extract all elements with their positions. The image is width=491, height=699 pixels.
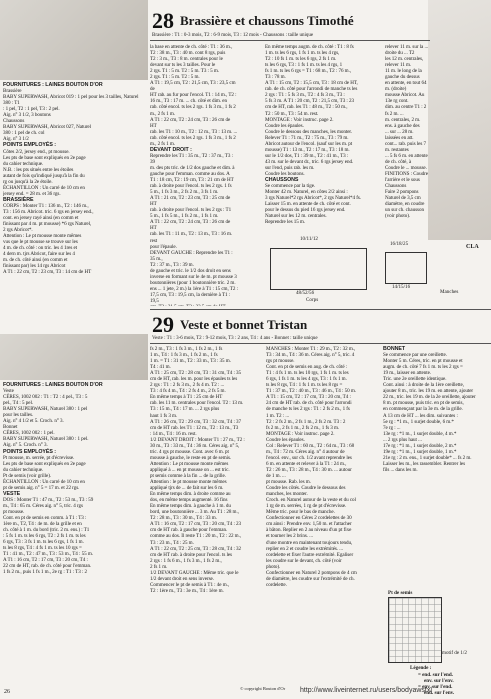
article-header-bottom bbox=[152, 312, 307, 338]
text-line: ajouter 8 m., tric. les 19 m. en attente, ajouter bbox=[383, 388, 474, 395]
text-line: A T1 : 22 cm, T2 : 24 cm, T3 : 26 cm de HT bbox=[150, 116, 231, 129]
text-line: les coudre sur le devant, ch. côté (voir bbox=[266, 557, 342, 564]
text-line: appliqué à ... en pt mousse on ... est tric. bbox=[150, 466, 230, 473]
text-line: ens ... 1 jete, 2 m.) la 1ère à T1 : 15 cm, T2 : bbox=[150, 285, 238, 292]
text-line: MONTAGE : Voir instruc. page 2. bbox=[266, 430, 335, 437]
text-line: relever 11 m. sur la ... droite du ... T2 bbox=[385, 44, 429, 57]
text-line: ts les 8 rgs, T4 : 1 fs 1 m. ts les 8 rgs = bbox=[266, 382, 343, 389]
text-line: Se commence par une oreillette. bbox=[383, 352, 447, 359]
text-line: pour le dessus du pied 16 rgs jersey end. bbox=[265, 207, 346, 214]
text-line: rab. à droite pour l'encol. ts les 2 rgs. 1 fs bbox=[150, 183, 232, 190]
chart-repeat-label: motif de 1/2 bbox=[442, 650, 467, 656]
text-line: 2 rgs : T1 : 5 fs 3 m., T2 : 4 fs 3 m., T3 : bbox=[265, 92, 345, 99]
text-line: replier en 2 et coudre les extrémités. ... bbox=[266, 545, 343, 552]
text-line: 2 rgs. T1 : 5 m. T2 : 5 m. T3 : 5 m. bbox=[150, 68, 220, 75]
legend-title: Légende : bbox=[410, 665, 432, 671]
text-line: rab. côté encol. ts les 2 rgs. 1 fs 3 m., 1 fs 2 bbox=[150, 104, 236, 111]
text-line: 2 rgs : T1 : 2 fs 3 m., 2 fs 4 m. T2 : ... bbox=[150, 382, 225, 389]
article-subtitle: Veste : T1 : 3-6 mois, T2 : 9-12 mois, T3 : 2 ans, T4 : 4 ans - Bonnet : taille unique bbox=[152, 336, 318, 341]
text-line: Attention : Le pt mousse monte mêmes bbox=[3, 233, 82, 240]
text-line: en attente, en tout 64 m. (droite) bbox=[385, 80, 427, 93]
text-line: A T1 : 21 cm, T2 : 23 cm, T3 : 25 cm de HT bbox=[150, 195, 231, 208]
text-line: de manche ts les 2 rgs : T1 : 2 fs 2 m., 1 fs bbox=[266, 406, 350, 413]
text-line: T2 : 1ère m., T3 : 3e m., T4 : 1ère m. bbox=[150, 587, 224, 594]
text-line: T2 : 50 m., T3 : 54 m. rest. bbox=[265, 110, 319, 117]
text-line: de gauche et tric. le 1/2 dos droit en sens bbox=[150, 267, 231, 274]
text-line: finissant par) les 14 rgs Abricot bbox=[3, 263, 66, 270]
text-line: Brassière bbox=[3, 88, 22, 95]
text-column bbox=[266, 346, 379, 682]
text-line: Relever T1 : 71 m., T2 : 75 m., T3 : 79 m. bbox=[265, 134, 349, 141]
text-line: comme au dos. Il reste T1 : 20 m., T2 : 22 m., bbox=[150, 533, 242, 540]
text-line: Coudre le dessous des manches, les monter. bbox=[265, 128, 353, 135]
text-line: (voir photo). bbox=[385, 213, 411, 220]
text-line: 22 m., tric. les 19 m. de la 2e oreillette, ajouter bbox=[383, 394, 476, 401]
text-line: mousse) T1 : 13 m., T2 : 17 m., T3 : 18 m. bbox=[265, 146, 350, 153]
text-line: 7e rg : ... bbox=[383, 424, 401, 431]
text-line: pour les tailles. bbox=[3, 412, 34, 419]
baby-photo-top bbox=[0, 0, 148, 80]
text-line: Reprendre les T1 : 35 m., T2 : 37 m., T3 : 39 bbox=[150, 152, 233, 165]
text-line: Coudre les épaules. bbox=[265, 122, 304, 129]
text-line: de diamètre, les coudre sur l'extrémité de ch. bbox=[266, 575, 355, 582]
text-line: Faire 2 pompons Naturel de 3,5 cm bbox=[385, 189, 421, 202]
text-line: T1 : 37 m., T2 : 40 m., T3 : 46 m., T4 : 50 m. bbox=[266, 388, 356, 395]
text-line: Confectionner en Naturel 2 pompons de 4 cm bbox=[266, 569, 357, 576]
text-line: A T1 : 19,5 cm, T2 : 21,5 cm, T3 : 23,5 cm de bbox=[150, 80, 236, 93]
text-line: Croch. en Naturel autour de la veste et du col bbox=[266, 497, 356, 504]
text-line: T3 : 34 m., T4 : 36 m. Céres aig. n° 5, tric. 4 bbox=[266, 352, 355, 359]
text-line: En même temps dim. à droite comme au bbox=[150, 491, 231, 498]
text-line: rab. les 11 m. centrales pour l'encol. T2 : 13 m. bbox=[150, 400, 244, 407]
text-line: A 13 cm de HT ... les dim. suivantes : bbox=[383, 412, 458, 419]
text-line: T2 : 10 fs 1 m. ts les 6 rgs, 2 fs 1 m. bbox=[265, 56, 337, 63]
text-line: cm de HT, rab. les m. pour les épaules ts les bbox=[150, 376, 238, 383]
text-line: FINITIONS : Coudre l'arrière et le sous bbox=[385, 170, 428, 184]
text-line: : 14 m., T4 : 16 m. rest. bbox=[150, 430, 197, 437]
text-line: 5 m., 1 fs 3 m., 2 fs 2 m., 3 fs 1 m. bbox=[150, 189, 219, 196]
text-line: Tric. une 2e oreillette identique. bbox=[383, 376, 447, 383]
text-line: Confectionner en Céres 2 cordelettes de 30 bbox=[266, 515, 352, 522]
text-line: 1/2 devant droit en sens inverse. bbox=[150, 575, 214, 582]
text-line: T3 : 23 m., T4 : 25 m. bbox=[150, 539, 194, 546]
page-number: 26 bbox=[4, 689, 10, 695]
text-line: tric. 4 rgs pt mousse. Cont. avec 6 m. pt bbox=[150, 448, 229, 455]
article-number: 29 bbox=[152, 312, 174, 337]
text-line: diamètre, en coudre un sur ch. chausson bbox=[385, 201, 425, 214]
text-line: dim. au centre T1 : 2 fs 2 m. ... bbox=[385, 104, 427, 117]
text-line: Les pts de base sont expliqués en 2e page bbox=[3, 154, 86, 161]
text-line: ÉCHANTILLON : Un carré de 10 cm en bbox=[3, 184, 85, 191]
chart-title: Pt de semis bbox=[388, 590, 413, 596]
text-line: CÉRES, 1002 002 : 1 pel. bbox=[3, 430, 55, 437]
text-line: A T1 : 16 cm, T2 : 17 cm, T3 : 20 cm, T4 : bbox=[3, 557, 88, 564]
text-line: pour l'épaule. bbox=[150, 243, 177, 250]
text-line: MONTAGE : Voir instruc. page 2. bbox=[265, 116, 334, 123]
text-line: Attention : Le pt mousse monte mêmes bbox=[150, 460, 229, 467]
text-line: boutonnières (pour 1 boutonnière tric. 2 m. bbox=[150, 279, 236, 286]
text-line: Monter 5 m. Céres, tric. en pt mousse et bbox=[383, 358, 463, 365]
text-line: augm. de ch. côté 7 fs 1 m. ts les 2 rgs = bbox=[383, 364, 463, 371]
text-line: 6 m. en attente et relever à la T1 : 24 m., bbox=[266, 460, 347, 467]
text-line: 6 rgs, T3 : 3 fs 1 m. ts les 6 rgs, 1 fs 1 m. bbox=[3, 539, 84, 546]
text-line: 1/2 DEVANT GAUCHE : Même tric. que le bbox=[150, 569, 239, 576]
text-line: m. de ch. côté ainsi (en comm et bbox=[3, 257, 68, 264]
text-line: inverse en formant sur le 4e m. pt mousse 3 bbox=[150, 273, 237, 280]
text-line: En même temps à T1 : 25 cm de HT bbox=[150, 394, 223, 401]
text-line: ... sur ... 28 m. laissées en att. bbox=[385, 128, 414, 141]
text-line: 5 fs 3 m. A T1 : 20 cm, T2 : 21,5 cm, T3 : 23 bbox=[265, 98, 355, 105]
text-line: sur le 1/2 dos, T1 : 39 m., T2 : 41 m., T3 : bbox=[265, 152, 349, 159]
text-line: T2 : 38 m., T3 : 40 m. cont 8 rgs, puis bbox=[150, 50, 226, 57]
text-line: T2 : 28 m., T3 : 30 m., T4 : 33 m. bbox=[150, 515, 217, 522]
divider bbox=[150, 309, 491, 310]
text-line: N.B. : les pts situés entre les étoiles bbox=[3, 166, 74, 173]
text-line: pel., T4 : 5 pel. bbox=[3, 400, 34, 407]
text-line: vus que le pt mousse se trouve sur les bbox=[3, 239, 78, 246]
text-line: à bâton. Replier en 2 au niveau d'un pt fixe bbox=[266, 527, 352, 534]
text-line: 17,5 cm, T3 : 19,5 cm, la dernière à T1 : 19,5 bbox=[150, 291, 231, 304]
text-line: 13e rg : *1 m., 1 surjet double, 4 m.* bbox=[383, 430, 457, 437]
size-label: 14/15/16 bbox=[392, 284, 411, 290]
text-line: Laisser les m., les rassembler. Rentrer les bbox=[383, 460, 466, 467]
text-line: MANCHES : Monter T1 : 29 m., T2 : 32 m., bbox=[266, 346, 356, 352]
text-line: Cont. en pt de semis en comm. à T1 : T3 : bbox=[3, 515, 87, 522]
text-line: cont. en jersey rayé ainsi (en comm et bbox=[3, 215, 79, 222]
text-line: A T1 : 22 cm, T2 : 24 cm, T3 : 26 cm de HT bbox=[150, 219, 231, 232]
text-line: Cont. en pt de semis en aug. de ch. côté : bbox=[266, 364, 348, 371]
text-line: pt de semis aig. n° 5 = 17 m. et 22 rgs. bbox=[3, 484, 80, 491]
text-line: jersey end. = 28 m. et 36 rgs. bbox=[3, 190, 61, 197]
text-line: Chaussons bbox=[385, 183, 407, 190]
text-line: Col : Relever T1 : 60 m., T2 : 64 m., T3 : 68 bbox=[266, 442, 355, 449]
text-line: POINTS EMPLOYÉS : bbox=[3, 142, 57, 149]
text-line: T1 : 41 m., T2 : 47 m., T3 : 53 m., T4 : 55 m. bbox=[3, 551, 93, 558]
text-line: cordelette et fixer l'autre extrémité. Egaliser bbox=[266, 551, 354, 558]
divider bbox=[150, 40, 430, 41]
text-line: POINTS EMPLOYÉS : bbox=[3, 448, 57, 455]
text-line: DEVANT GAUCHE : Reprendre les T1 : 35 m., bbox=[150, 249, 233, 262]
text-line: FOURNITURES : LAINES BOUTON D'OR bbox=[3, 382, 103, 388]
diagram-caption: Manches bbox=[440, 289, 459, 295]
text-line: cont... rab. puis les 7 m. restantes bbox=[385, 140, 427, 153]
text-line: Aig. n° 4 1/2 et 5. Croch. n° 3. bbox=[3, 418, 64, 425]
text-line: A T1 : 15 cm, T2 : 15,5 cm, T3 : 18 cm de HT, bbox=[265, 80, 358, 87]
text-line: 19e rg : *1 m., 1 surjet double, 1 m.* bbox=[383, 448, 457, 455]
text-line: T1 : 4 fs 1 m. ts les 10 rgs, 1 fs 1 m. ts les bbox=[266, 370, 349, 377]
text-line: du cahier technique. bbox=[3, 466, 44, 473]
text-line: VESTE bbox=[3, 490, 21, 497]
text-line: et tourner les 2 brins. ... bbox=[266, 533, 313, 540]
text-line: BONNET bbox=[383, 346, 406, 352]
article-title: Veste et bonnet Tristan bbox=[180, 317, 308, 332]
text-line: Aig. n° 3 1/2 bbox=[3, 136, 29, 143]
text-line: BABY SUPERWASH, Naturel 380 : 1 pel. bbox=[3, 436, 89, 443]
text-column bbox=[3, 382, 147, 682]
text-line: A T1 : 22 cm, T2 : 23 cm, T3 : 14 cm de HT bbox=[3, 269, 92, 276]
text-line: sur l'end, puis rab. les m. bbox=[265, 164, 315, 171]
text-line: gauche pour l'emman. comme au dos. A bbox=[150, 170, 230, 177]
text-line: Bonnet bbox=[3, 424, 18, 431]
text-line: T4 : 41 m. bbox=[150, 364, 171, 371]
text-line: BABY SUPERWASH, Abricot 019 : 1 pel pour les 3 tailles, Naturel 380 : T1 bbox=[3, 94, 139, 107]
text-line: 5e rg : *1 m., 1 surjet double, 6 m.* bbox=[383, 418, 454, 425]
text-line: 1/2 DEVANT DROIT : Monter T1 : 27 m., T2 : bbox=[150, 436, 245, 443]
text-column bbox=[265, 44, 385, 234]
text-line: cm de HT rab. les T1 : 12 m., T2 : 13 m., T3 bbox=[150, 424, 239, 431]
text-line: rab. côté encol. ts les 2 rgs. 1 fs 3 m., 1 fs 2 bbox=[150, 134, 236, 141]
text-column bbox=[3, 82, 147, 332]
text-line: 6 rgs, 1 fs 1 m. ts les 4 rgs, T3 : 1 fs 1 m. bbox=[266, 376, 347, 383]
text-column bbox=[150, 346, 262, 682]
text-line: A T1 : 15 cm, T2 : 17 cm, T3 : 20 cm, T4 : bbox=[266, 394, 351, 401]
text-line: ÉCHANTILLON : Un carré de 10 cm en bbox=[3, 478, 85, 485]
text-line: m., T4 : 72 m. Céres aig. n° 4 autour de bbox=[266, 448, 345, 455]
corps-schematic bbox=[270, 248, 367, 290]
text-line: DOS : Monter T1 : 47 m., T2 : 53 m., T3 : 59 bbox=[3, 496, 94, 503]
text-line: pt mousse. bbox=[3, 508, 25, 515]
text-line: Aig. n° 3 1/2, 3 boutons bbox=[3, 112, 51, 119]
size-label: 16/18/25 bbox=[390, 241, 409, 247]
text-line: rab. de ch. côté pour l'arrondi de manche ts les bbox=[265, 86, 358, 93]
text-line: 19 m., laisser en attente. bbox=[383, 370, 432, 377]
text-line: 21e rg : 2 m. ens., 1 surjet double* ... fs 2 m. bbox=[383, 454, 472, 461]
text-line: 5 m., 1 fs 5 m., 1 fs 2 m., 1 fs 1 m. bbox=[150, 213, 219, 220]
text-line: CÉRES, 1002 002 : T1 : T2 : 4 pel., T3 : 5 bbox=[3, 394, 88, 401]
text-line: 1ère m., T2, T4 : 4e m. de la grille et en bbox=[3, 521, 82, 528]
text-line: 4 dern m. tjrs Abricot, faire sur les 4 bbox=[3, 251, 75, 258]
text-line: CHAUSSONS bbox=[265, 177, 299, 184]
text-line: devant sur ts les 3 tailles. Pour le bbox=[150, 62, 216, 69]
text-line: pt mousse. Rab. les m. bbox=[266, 479, 311, 486]
text-line: Cont. ainsi : à droite de la 1ère oreillette, bbox=[383, 382, 464, 389]
text-line: Aig. n° 5. Croch. n° 3. bbox=[3, 442, 48, 449]
text-line: 380 : 1 pel de ch. col bbox=[3, 130, 45, 137]
text-line: appliqué tjrs de ... de fait sur les 6 m. bbox=[150, 485, 224, 492]
text-line: manches, les monter. bbox=[266, 491, 308, 498]
text-line: A T1 : 16 cm, T2 : 17 cm, T3 : 20 cm, T4 : 23 bbox=[150, 521, 242, 528]
text-line: Reprendre les 15 m. bbox=[265, 219, 306, 226]
baby-photo-bottom bbox=[0, 334, 148, 380]
text-line: BABY SUPERWASH, Abricot 027, Naturel bbox=[3, 124, 92, 131]
text-line: cm de HT rab. à droite pour l'encol. ts les bbox=[150, 551, 232, 558]
text-line: 1 m. T2 : ... bbox=[266, 412, 290, 419]
text-line: Veste bbox=[3, 388, 14, 395]
text-line: FOURNITURES : LAINES BOUTON D'OR bbox=[3, 82, 103, 88]
text-line: haut 1 fs 3 m. bbox=[150, 412, 178, 419]
text-line: T2 : 3 m., T3 : 8 m. centrales pour le bbox=[150, 56, 223, 63]
text-line: m., 2 fs 1 m. bbox=[150, 140, 175, 147]
text-line: fs 2 m., T3 : 1 fs 3 m., 1 fs 2 m., 1 fs bbox=[150, 346, 223, 352]
text-line: 1 m., T4 : 1 fs 3 m., 1 fs 2 m., 1 fs bbox=[150, 352, 218, 359]
size-label: 10/11/12 bbox=[300, 236, 318, 242]
text-line: T3 : 78 m. bbox=[265, 74, 286, 81]
text-line: Naturel sur les 12 m. centrales. bbox=[265, 213, 327, 220]
legend-item: = end. sur l'end. bbox=[418, 672, 453, 678]
text-line: 2 rgs. T1 : 5 m. T2 : 5 m. bbox=[150, 74, 200, 81]
text-line: 16 m., T3 : 17 m. ... ch. côté et dim. en bbox=[150, 98, 227, 105]
text-line: dos, en même temps augmenté. 16 fins bbox=[150, 497, 228, 504]
size-label: 48/52/56 bbox=[296, 290, 315, 296]
text-line: 2 fs 1 m. bbox=[150, 563, 168, 570]
text-line: m., 2 fs 1 m. bbox=[150, 110, 175, 117]
text-line: T3 : 156 m. Abricot. tric. 6 rgs en jersey end., bbox=[3, 208, 94, 215]
text-line: : 1 pel, T2 : 1 pel, T3 : 2 pel. bbox=[3, 106, 60, 113]
text-line: DEVANT DROIT : bbox=[150, 146, 192, 153]
text-line: d'une montre en maintenant toujours tendu, bbox=[266, 539, 353, 546]
text-line: 17e rg : *1 m., 1 surjet double, 2 m.* bbox=[383, 442, 457, 449]
text-line: T3 : 15 m., T4 : 17 m. ... 2 rgs plus bbox=[150, 406, 220, 413]
text-line bbox=[150, 304, 238, 306]
text-line: En même temps augm. de ch. côté : T1 : 8 fs bbox=[265, 44, 354, 50]
text-line: en commençant par la 3e m. de la grille. bbox=[383, 406, 463, 413]
text-line: : 5 fs 1 m. ts les 6 rgs, T2 : 2 fs 1 m. ts les bbox=[3, 533, 86, 540]
article-title: Brassière et chaussons Timothé bbox=[180, 13, 354, 28]
text-line: du cahier technique. bbox=[3, 160, 44, 167]
text-line: T2 : 37 m., T3 : 39 m. bbox=[150, 261, 194, 268]
text-line: CORPS : Monter T1 : 136 m., T2 : 146 m., bbox=[3, 202, 89, 209]
text-line: A T1 : 26 cm, T2 : 29 cm, T3 : 32 cm, T4 : 37 bbox=[150, 418, 242, 425]
text-line: BABY SUPERWASH, Naturel 380 : 1 pel bbox=[3, 406, 88, 413]
text-line: 4 m. de ch. côté : on tric. les 4 1res et bbox=[3, 245, 78, 252]
text-line: cordelette. bbox=[266, 581, 287, 588]
text-line: l'encol. env., sur ch. 1/2 avant reprendre les bbox=[266, 454, 352, 461]
article-number: 28 bbox=[152, 8, 174, 33]
article-subtitle: Brassière : T1 : 0-3 mois, T2 : 6-9 mois, T3 : 12 mois - Chaussons : taille unique bbox=[152, 33, 314, 38]
text-line: T3 : 4 fs 4 m., T4 : 2 fs 4 m., 2 fs 5 m. bbox=[150, 388, 226, 395]
text-line: Attention : le pt mousse monte mêmes bbox=[150, 479, 227, 486]
text-line: Se commence par la tige. bbox=[265, 183, 316, 190]
text-line: rg ou jusqu'à la 2e étoile. bbox=[3, 178, 53, 185]
text-line: A T1 : 22 cm, T2 : 25 cm, T3 : 28 cm, T4 : 32 bbox=[150, 545, 242, 552]
text-line: fs 2 m., 2 fs 1 m., 2 fs 2 m., 1 fs 3 m. bbox=[266, 424, 340, 431]
text-line: Pt de semis (voir grille). bbox=[3, 472, 52, 479]
text-line: 1 fs 2 m., puis 1 fs 1 m., 2e rg : T1 : T3 : 2 bbox=[3, 569, 88, 576]
text-line: bord, une boutonnière ... 3 m. Au T1 : 28 m., bbox=[150, 509, 239, 516]
text-line: ch. côté à 1 m. du bord (tric. 2 m. ens.) : T1 bbox=[3, 527, 90, 534]
text-column bbox=[150, 44, 238, 306]
text-line: T2 : 2 fs 2 m., 2 fs 1 m., 2 fs 2 m. T3 : 2 bbox=[266, 418, 346, 425]
text-line: Côtes 2/2, jersey end., pt mousse. bbox=[3, 148, 70, 155]
text-line: 24 cm de HT rab. de ch. côté pour l'arrondi bbox=[266, 400, 352, 407]
text-line: cm ainsi : Prendre env. 1,50 m. et l'attacher bbox=[266, 521, 352, 528]
text-line: ts les 8 rgs, T4 : 4 fs 1 m. ts les 10 rgs = bbox=[3, 545, 82, 552]
text-line: cm de HT rab. à gauche pour l'emman. bbox=[150, 527, 228, 534]
text-line: Les pts de base sont expliqués en 2e page bbox=[3, 460, 86, 467]
text-line: HT rab. au fur pour l'encol. T1 : 14 m., T2 : bbox=[150, 92, 237, 99]
text-line: 2 rgs Abricot*. bbox=[3, 227, 33, 234]
text-line: ... 5 fs 6 m. en attente de ch. côté, à bbox=[385, 152, 428, 165]
text-line: 43 m. sur le devant dr., tric. 6 rgs jersey end. bbox=[265, 158, 354, 165]
text-line: 1 m. ts les 6 rgs, 1 fs 1 m. ts les 4 rgs, bbox=[265, 50, 340, 57]
text-line: 8 m. pt mousse, puis tric. en pt de semis, bbox=[383, 400, 464, 407]
text-line: rgs pt mousse. bbox=[266, 358, 295, 365]
text-line: Abricot autour de l'encol. (sauf sur les m. pt bbox=[265, 140, 353, 147]
text-line: 3 rgs Naturel*2 rgs Abricot*, 2 rgs Naturel*4 fs. bbox=[265, 195, 362, 202]
text-line: pt semis comme à la fin ... de la grille. bbox=[150, 472, 226, 479]
side-label: CLA bbox=[466, 244, 479, 250]
text-line: finissant par 4 m. pt mousse) *6 rgs Naturel, bbox=[3, 221, 92, 228]
text-line: mousse à gauche, le reste en pt de semis. bbox=[150, 454, 232, 461]
text-line: A T1 : 25 cm, T2 : 28 cm, T3 : 31 cm, T4 : 35 bbox=[150, 370, 242, 377]
text-line: la base en attente de ch. côté : T1 : 36 m., bbox=[150, 44, 233, 50]
text-line: fils ... dans les m. bbox=[383, 466, 418, 473]
text-line: rab. les T1 : 10 m., T2 : 12 m., T3 : 13 m. ... bbox=[150, 128, 238, 135]
text-line: Coudre les épaules. bbox=[266, 436, 305, 443]
text-line: Coudre le ... mousse. bbox=[385, 164, 427, 171]
text-line: Commencer le pt de semis à T1 : 4e m., bbox=[150, 581, 230, 588]
text-line: 11 m. le long de la gauche du dessus bbox=[385, 68, 422, 81]
legend-item: = env. sur l'end. bbox=[418, 684, 453, 690]
legend-item: end. sur l'env. bbox=[424, 690, 455, 696]
text-column bbox=[383, 346, 489, 594]
text-line: Laisser 15 m. en attente de ch. côté et cont. bbox=[265, 201, 351, 208]
copyright: © copyright Bouton d'Or bbox=[240, 686, 286, 691]
text-line: En même temps dim. à gauche à 1 m. du bbox=[150, 503, 231, 510]
text-line: BRASSIÈRE bbox=[3, 196, 34, 203]
text-line: m. des pts tric. de 1/2 dos gauche et dim. à bbox=[150, 164, 235, 171]
text-line: Même tric. pour le bas de manche. bbox=[266, 509, 335, 516]
text-line: de 1 m. ... bbox=[266, 472, 286, 479]
text-line: rab. les T1 : 11 m., T2 : 13 m., T3 : 16 m. rest bbox=[150, 231, 233, 244]
text-line: ... 2 rgs plus haut ... bbox=[383, 436, 422, 443]
text-line: ts les 6 rgs, T3 : 1 fs 1 m. ts les 4 rgs, 1 bbox=[265, 62, 343, 69]
text-line: fs 1 m. ts les 6 rgs = T1 : 68 m., T2 : 76 m., bbox=[265, 68, 352, 75]
manches-schematic bbox=[385, 252, 427, 284]
text-line: Coudre les côtés. Coudre le dessous des bbox=[266, 485, 346, 492]
text-line: cm de HT, rab. les T1 : 48 m., T2 : 50 m., bbox=[265, 104, 348, 111]
text-line: 30 m., T3 : 33 m., T4 : 36 m. Céres aig. n° 5, bbox=[150, 442, 240, 449]
text-line: mousse Abricot. Au 13e rg cont. bbox=[385, 92, 425, 105]
text-line: 1 m. = T1 : 31 m., T2 : 33 m., T3 : 35 m. bbox=[150, 358, 231, 365]
text-line: 1 rg de m. serrées, 1 rg de pt d'écrevisse. bbox=[266, 503, 347, 510]
text-line: autant de fois qu'indiqué jusqu'à la fin du bbox=[3, 172, 85, 179]
text-line: 22 cm de HT, rab. de ch. côté pour l'emman. bbox=[3, 563, 92, 570]
diagram-caption: Corps bbox=[306, 297, 319, 303]
text-line: rab. à droite pour l'encol. ts les 2 rgs : T1 bbox=[150, 207, 232, 214]
stitch-chart bbox=[388, 597, 442, 663]
text-line: T1 : 18 cm, T2 : 19 cm, T3 : 21 cm de HT bbox=[150, 177, 234, 184]
text-line: Chaussons bbox=[3, 118, 25, 125]
text-line: m., T4 : 65 m. Céres aig. n° 5, tric. 4 rgs bbox=[3, 502, 83, 509]
divider bbox=[150, 343, 491, 344]
website-url[interactable]: http://www.liveinternet.ru/users/bodyawstx/ bbox=[300, 687, 433, 694]
text-line: Pt mousse, m. serrée, pt d'écrevisse. bbox=[3, 454, 75, 461]
text-line: 2 rgs : 1 fs 6 m., 1 fs 3 m., 1 fs 2 m., bbox=[150, 557, 222, 564]
legend-item: env. sur l'env. bbox=[424, 678, 454, 684]
text-line: Coudre les boutons. bbox=[265, 170, 305, 177]
text-line: photo). bbox=[266, 563, 281, 570]
text-line: T2 : 26 m., T3 : 28 m., T4 : 30 m. ... autour bbox=[266, 466, 352, 473]
text-line: Monter 42 m. Naturel, en côtes 2/2 ainsi : bbox=[265, 189, 348, 196]
text-line: m. centrales, 2 m. ens. à gauche des bbox=[385, 116, 421, 129]
text-line: les 12 m. centrales, relever 11 m. bbox=[385, 56, 424, 69]
article-header-top bbox=[152, 8, 354, 34]
